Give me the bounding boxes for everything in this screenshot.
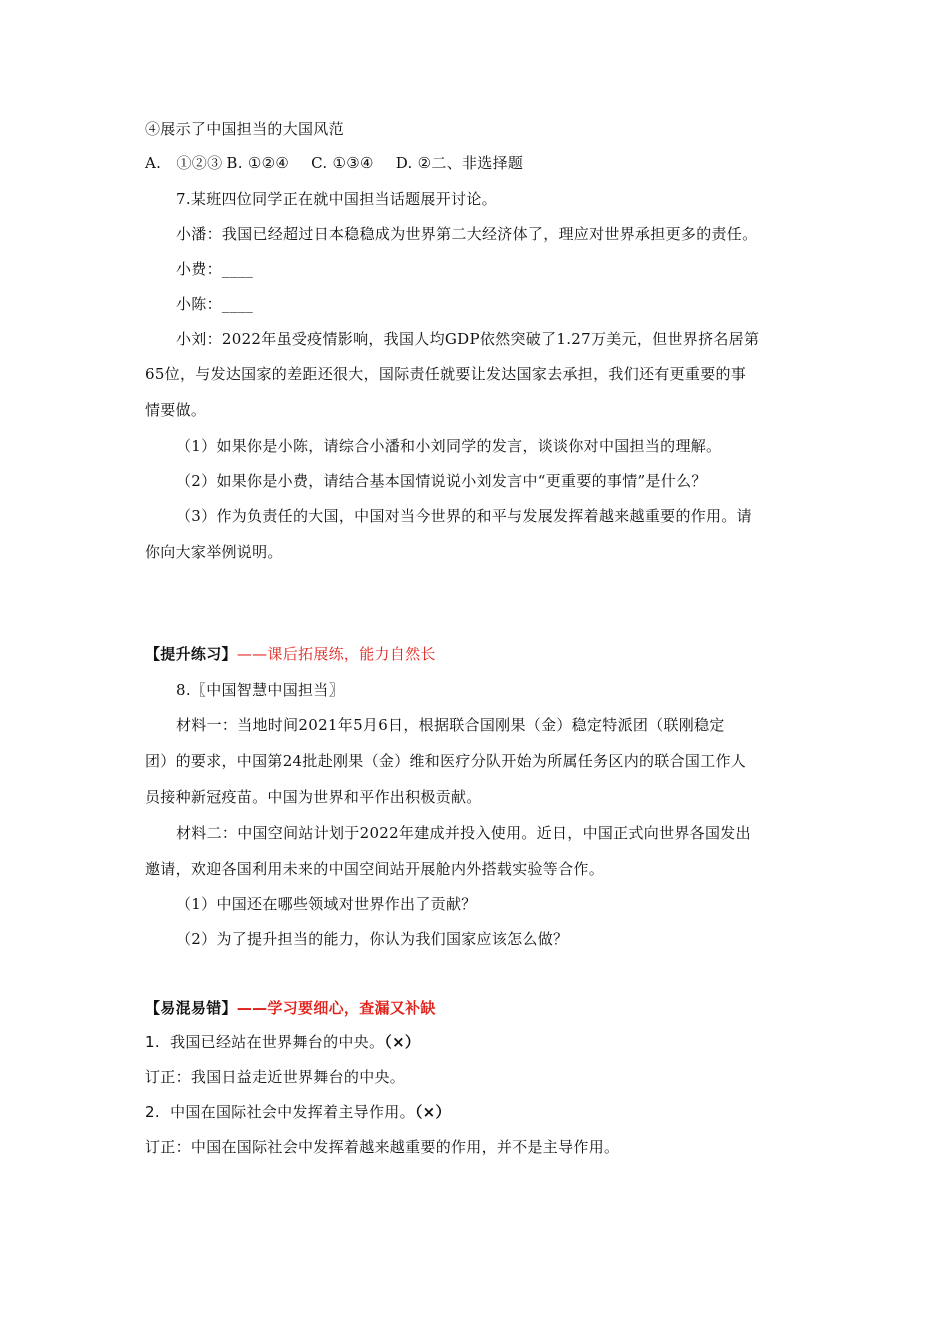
q7-xiaoliu-line2: 65位，与发达国家的差距还很大，国际责任就要让发达国家去承担，我们还有更重要的事 [145, 365, 747, 383]
yihun-item-1 [145, 1032, 420, 1052]
q6-options [145, 153, 545, 173]
q8-material1-line1: 材料一：当地时间2021年5月6日，根据联合国刚果（金）稳定特派团（联刚稳定 [176, 716, 725, 734]
yihun-item-2-text: 中国在国际社会中发挥着主导作用。 [170, 1103, 415, 1121]
yihun-heading [145, 998, 436, 1018]
q7-xiaofei: 小费：____ [176, 260, 254, 278]
yihun-item-1-text: 我国已经站在世界舞台的中央。 [170, 1033, 385, 1051]
yihun-label: 【易混易错】 [145, 999, 237, 1017]
q7-sub3-line2: 你向大家举例说明。 [145, 543, 283, 561]
yihun-item-2-mark: （×） [414, 1103, 451, 1121]
q6-option-c: C. ①③④ [311, 154, 374, 172]
yihun-item-1-mark: （×） [384, 1033, 421, 1051]
tisheng-heading [145, 644, 436, 664]
q8-sub2: （2）为了提升担当的能力，你认为我们国家应该怎么做？ [176, 930, 569, 948]
q8-material1-line2: 团）的要求，中国第24批赴刚果（金）维和医疗分队开始为所属任务区内的联合国工作人 [145, 752, 747, 770]
q7-xiaoliu-line3: 情要做。 [145, 401, 207, 419]
q8-sub1: （1）中国还在哪些领域对世界作出了贡献？ [176, 895, 477, 913]
q8-material1-line3: 员接种新冠疫苗。中国为世界和平作出积极贡献。 [145, 788, 482, 806]
q8-stem: 8.〖中国智慧中国担当〗 [176, 681, 344, 699]
q8-material2-line2: 邀请，欢迎各国利用未来的中国空间站开展舱内外搭载实验等合作。 [145, 860, 605, 878]
q7-xiaochen: 小陈：____ [176, 295, 254, 313]
q7-xiaopan: 小潘：我国已经超过日本稳稳成为世界第二大经济体了，理应对世界承担更多的责任。 [176, 225, 758, 243]
q7-sub2: （2）如果你是小费，请结合基本国情说说小刘发言中“更重要的事情”是什么？ [176, 472, 707, 490]
q8-material2-line1: 材料二：中国空间站计划于2022年建成并投入使用。近日，中国正式向世界各国发出 [176, 824, 751, 842]
q6-option-a: A. ①②③ [145, 154, 223, 172]
q7-xiaoliu-line1: 小刘：2022年虽受疫情影响，我国人均GDP依然突破了1.27万美元，但世界挤名居第 [176, 330, 760, 348]
yihun-item-2-fix: 订正：中国在国际社会中发挥着越来越重要的作用，并不是主导作用。 [145, 1138, 620, 1156]
q6-option-b: B. ①②④ [226, 154, 290, 172]
yihun-item-1-fix: 订正：我国日益走近世界舞台的中央。 [145, 1068, 406, 1086]
tisheng-label: 【提升练习】 [145, 645, 237, 663]
yihun-tagline: ——学习要细心，查漏又补缺 [236, 999, 436, 1017]
q7-sub3-line1: （3）作为负责任的大国，中国对当今世界的和平与发展发挥着越来越重要的作用。请 [176, 507, 752, 525]
q7-stem: 7.某班四位同学正在就中国担当话题展开讨论。 [176, 190, 497, 208]
tisheng-tagline: ——课后拓展练，能力自然长 [236, 645, 436, 663]
yihun-item-1-num: 1. [145, 1033, 160, 1051]
q6-item-4: ④展示了中国担当的大国风范 [145, 120, 344, 138]
q6-option-d: D. ②二、非选择题 [395, 154, 524, 172]
yihun-item-2 [145, 1102, 451, 1122]
q7-sub1: （1）如果你是小陈，请综合小潘和小刘同学的发言，谈谈你对中国担当的理解。 [176, 437, 722, 455]
yihun-item-2-num: 2. [145, 1103, 160, 1121]
